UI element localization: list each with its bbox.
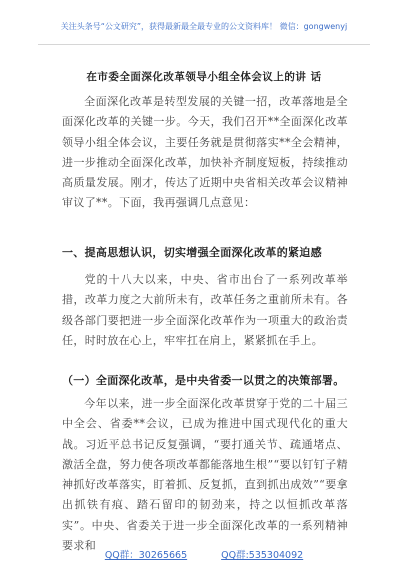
footer-contact <box>0 547 408 561</box>
paragraph-intro-text: 全面深化改革是转型发展的关键一招，改革落地是全面深化改革的关键一步。今天，我们召开**全面深化改革领导小组全体会议，主要任务就是贯彻落实**全会精神，进一步推动全面深化改革，加快补齐制度短板，持续推动高质量发展。刚才，传达了近期中央省相关改革会议精神审议了**。下面，我再强调几点意见： <box>62 95 348 210</box>
header-banner: 关注头条号“公文研究”，获得最新最全最专业的公文资料库！ 微信：gongwenyj <box>60 22 348 31</box>
paragraph-subsection-1 <box>62 394 348 553</box>
footer-qq-group-2[interactable]: QQ群:535304092 <box>221 550 304 561</box>
paragraph-section-1-text: 党的十八大以来，中央、省市出台了一系列改革举措，改革力度之大前所未有，改革任务之重前所未有。各级各部门要把进一步全面深化改革作为一项重大的政治责任，时时放在心上，牢牢扛在肩上，紧紧抓在手上。 <box>62 273 348 347</box>
paragraph-subsection-1-text: 今年以来，进一步全面深化改革贯穿于党的二十届三中全会、省委**会议，已成为推进中国式现代化的重大战。习近平总书记反复强调，“要打通关节、疏通堵点、激活全盘，努力使各项改革都能落地生根”“要以钉钉子精神抓好改革落实，盯着抓、反复抓，直到抓出成效”“要拿出抓铁有痕、踏石留印的韧劲来，持之以恒抓改革落实”。中央、省委关于进一步全面深化改革的一系列精神要求和 <box>62 397 348 553</box>
subsection-heading-1: （一）全面深化改革，是中央省委一以贯之的决策部署。 <box>62 374 345 387</box>
section-heading-1: 一、提高思想认识，切实增强全面深化改革的紧迫感 <box>62 246 322 259</box>
header-divider <box>38 44 370 45</box>
paragraph-intro <box>62 92 348 242</box>
footer-qq-group-1[interactable]: QQ群：30265665 <box>104 550 188 561</box>
paragraph-section-1 <box>62 270 348 372</box>
document-title: 在市委全面深化改革领导小组全体会议上的讲 话 <box>86 71 322 83</box>
